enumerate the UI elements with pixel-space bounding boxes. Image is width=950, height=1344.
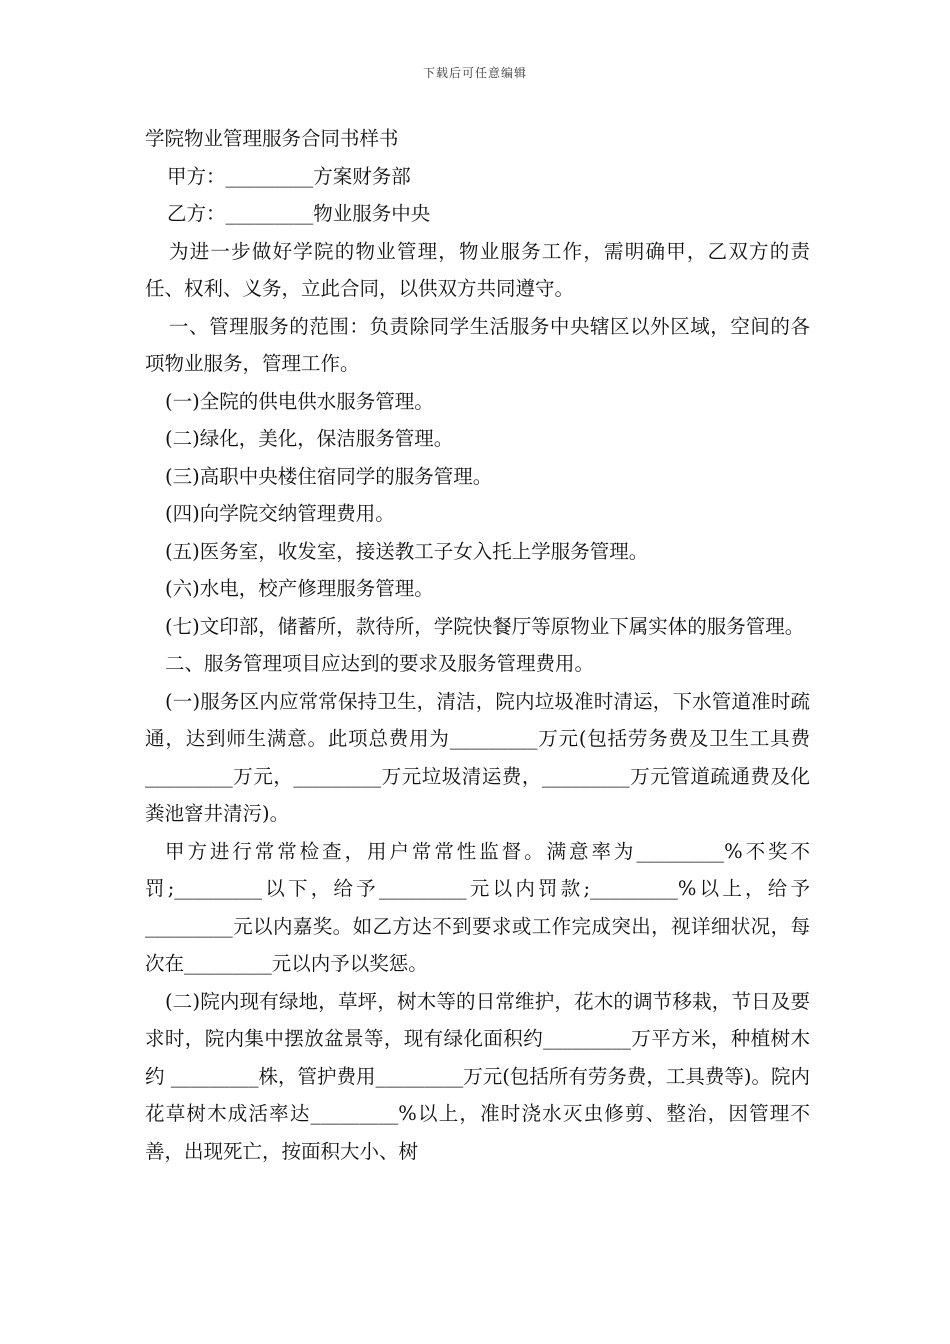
list-item: (六)水电，校产修理服务管理。 [165, 577, 434, 600]
list-item: (一)全院的供电供水服务管理。 [165, 389, 434, 413]
list-item: (五)医务室，收发室，接送教工子女入托上学服务管理。 [165, 539, 649, 563]
section-2-heading: 二、服务管理项目应达到的要求及服务管理费用。 [165, 652, 595, 675]
party-b-line: 乙方：_________物业服务中央 [167, 202, 431, 225]
clause-paragraph: (一)服务区内应常常保持卫生，清洁，院内垃圾准时清运，下水管道准时疏通，达到师生满意。此项总费用为_________万元(包括劳务费及卫生工具费_________万元，_________万元垃圾清运费，_________万元管道疏通费及化粪池窨井清污)。 [145, 689, 810, 825]
section-1-heading: 一、管理服务的范围：负责除同学生活服务中央辖区以外区域，空间的各项物业服务，管理工作。 [145, 314, 810, 375]
list-item: (二)绿化，美化，保洁服务管理。 [165, 427, 454, 450]
clause-paragraph: 甲方进行常常检查，用户常常性监督。满意率为_________%不奖不罚;_________以下，给予_________元以内罚款;_________%以上，给予_________元以内嘉奖。如乙方达不到要求或工作完成突出，视详细状况，每次在_________元以内予以奖惩。 [145, 839, 810, 975]
list-item: (七)文印部，储蓄所，款待所，学院快餐厅等原物业下属实体的服务管理。 [165, 614, 805, 638]
list-item: (四)向学院交纳管理费用。 [165, 502, 395, 525]
party-a-line: 甲方：_________方案财务部 [167, 164, 411, 188]
document-title: 学院物业管理服务合同书样书 [145, 127, 399, 150]
page-header-note: 下载后可任意编辑 [422, 66, 527, 80]
list-item: (三)高职中央楼住宿同学的服务管理。 [165, 464, 493, 488]
document-body [145, 120, 810, 1170]
intro-paragraph: 为进一步做好学院的物业管理，物业服务工作，需明确甲，乙双方的责任、权利、义务，立此合同，以供双方共同遵守。 [145, 239, 810, 300]
clause-paragraph: (二)院内现有绿地，草坪，树木等的日常维护，花木的调节移栽，节日及要求时，院内集中摆放盆景等，现有绿化面积约_________万平方米，种植树木约 _________株，管护费用_________万元(包括所有劳务费，工具费等)。院内花草树木成活率达_________%以上，准时浇水灭虫修剪、整治，因管理不善，出现死亡，按面积大小、树 [145, 989, 810, 1163]
